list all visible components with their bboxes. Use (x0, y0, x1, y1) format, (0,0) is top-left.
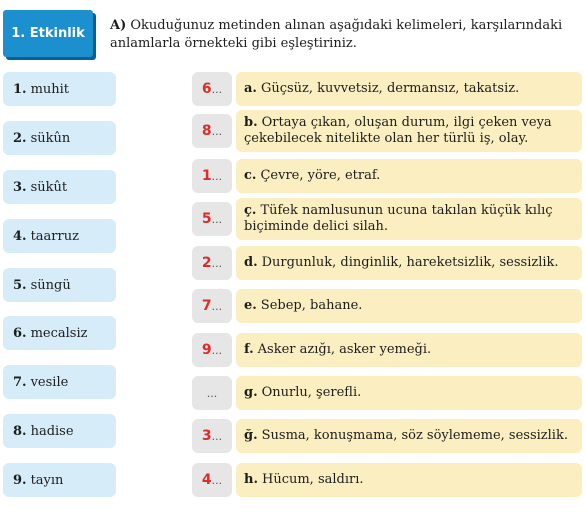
definition-text: Çevre, yöre, etraf. (260, 168, 381, 183)
word-text: sükûn (30, 130, 71, 146)
answer-field-a[interactable] (192, 72, 232, 106)
word-number: 1. (13, 81, 27, 97)
word-text: hadise (30, 423, 74, 439)
definition-text: Durgunluk, dinginlik, hareketsizlik, sessizlik. (261, 255, 559, 270)
activity-badge-label: 1. Etkinlik (11, 26, 85, 41)
definition-f (236, 333, 582, 367)
word-text: taarruz (30, 228, 79, 244)
answer-field-c[interactable] (192, 159, 232, 193)
definition-text: Susma, konuşmama, söz söylememe, sessizlik. (261, 428, 568, 443)
answer-field-b[interactable] (192, 114, 232, 148)
answer-dots: ... (211, 473, 223, 487)
word-number: 3. (13, 179, 27, 195)
definition-letter: g. (244, 385, 258, 400)
word-number: 9. (13, 472, 27, 488)
instruction-prefix: A) (110, 18, 127, 33)
definition-letter: ç. (244, 203, 257, 218)
word-item-1 (3, 72, 116, 106)
answer-value: 1 (201, 168, 212, 184)
definition-letter: h. (244, 472, 258, 487)
definition-letter: c. (244, 168, 257, 183)
word-item-3 (3, 170, 116, 204)
word-text: süngü (30, 277, 71, 293)
activity-badge (3, 10, 93, 57)
word-item-2 (3, 121, 116, 155)
definition-e (236, 289, 582, 323)
word-number: 8. (13, 423, 27, 439)
answer-value: 3 (201, 428, 212, 444)
answer-value: 9 (201, 342, 212, 358)
word-item-7 (3, 365, 116, 399)
word-item-9 (3, 463, 116, 497)
answer-field-h[interactable] (192, 463, 232, 497)
answer-dots: ... (206, 386, 218, 400)
word-number: 5. (13, 277, 27, 293)
word-text: vesile (30, 374, 69, 390)
answer-field-g[interactable] (192, 376, 232, 410)
answer-field-gg[interactable] (192, 419, 232, 453)
answer-dots: ... (211, 256, 223, 270)
definition-letter: d. (244, 255, 258, 270)
answer-value: 5 (201, 211, 212, 227)
answer-dots: ... (211, 169, 223, 183)
answer-dots: ... (211, 212, 223, 226)
definition-cc (236, 198, 582, 240)
word-text: tayın (30, 472, 64, 488)
answer-field-d[interactable] (192, 246, 232, 280)
definition-letter: e. (244, 298, 257, 313)
definition-letter: ğ. (244, 428, 258, 443)
definition-gg (236, 419, 582, 453)
definition-d (236, 246, 582, 280)
definition-b (236, 110, 582, 152)
definition-letter: a. (244, 81, 257, 96)
definition-letter: f. (244, 342, 254, 357)
word-text: mecalsiz (30, 325, 88, 341)
answer-field-cc[interactable] (192, 202, 232, 236)
word-number: 4. (13, 228, 27, 244)
answer-value: 2 (201, 255, 212, 271)
definition-text: Hücum, saldırı. (261, 472, 364, 487)
definition-text: Onurlu, şerefli. (261, 385, 362, 400)
answer-value: 7 (201, 298, 212, 314)
answer-dots: ... (211, 299, 223, 313)
answer-dots: ... (211, 124, 223, 138)
word-item-8 (3, 414, 116, 448)
word-text: sükût (30, 179, 68, 195)
definition-letter: b. (244, 115, 258, 130)
answer-field-f[interactable] (192, 333, 232, 367)
answer-dots: ... (211, 429, 223, 443)
answer-field-e[interactable] (192, 289, 232, 323)
definition-h (236, 463, 582, 497)
word-item-4 (3, 219, 116, 253)
definition-c (236, 159, 582, 193)
word-text: muhit (30, 81, 70, 97)
answer-dots: ... (211, 82, 223, 96)
definition-text: Sebep, bahane. (260, 298, 363, 313)
word-number: 2. (13, 130, 27, 146)
definition-text: Ortaya çıkan, oluşan durum, ilgi çeken veya çekebilecek nitelikte olan her türlü iş, olay. (244, 115, 552, 146)
definition-text: Tüfek namlusunun ucuna takılan küçük kılıç biçiminde delici silah. (244, 203, 553, 234)
word-item-5 (3, 268, 116, 302)
answer-value: 8 (201, 123, 212, 139)
instruction-text: Okuduğunuz metinden alınan aşağıdaki kelimeleri, karşılarındaki anlamlarla örnekteki gibi eşleştiriniz. (110, 18, 563, 51)
word-number: 7. (13, 374, 27, 390)
word-item-6 (3, 316, 116, 350)
definition-g (236, 376, 582, 410)
definition-text: Güçsüz, kuvvetsiz, dermansız, takatsiz. (260, 81, 520, 96)
instruction (110, 17, 580, 53)
word-number: 6. (13, 325, 27, 341)
answer-value: 6 (201, 81, 212, 97)
definition-a (236, 72, 582, 106)
answer-value: 4 (201, 472, 212, 488)
answer-dots: ... (211, 343, 223, 357)
definition-text: Asker azığı, asker yemeği. (257, 342, 432, 357)
